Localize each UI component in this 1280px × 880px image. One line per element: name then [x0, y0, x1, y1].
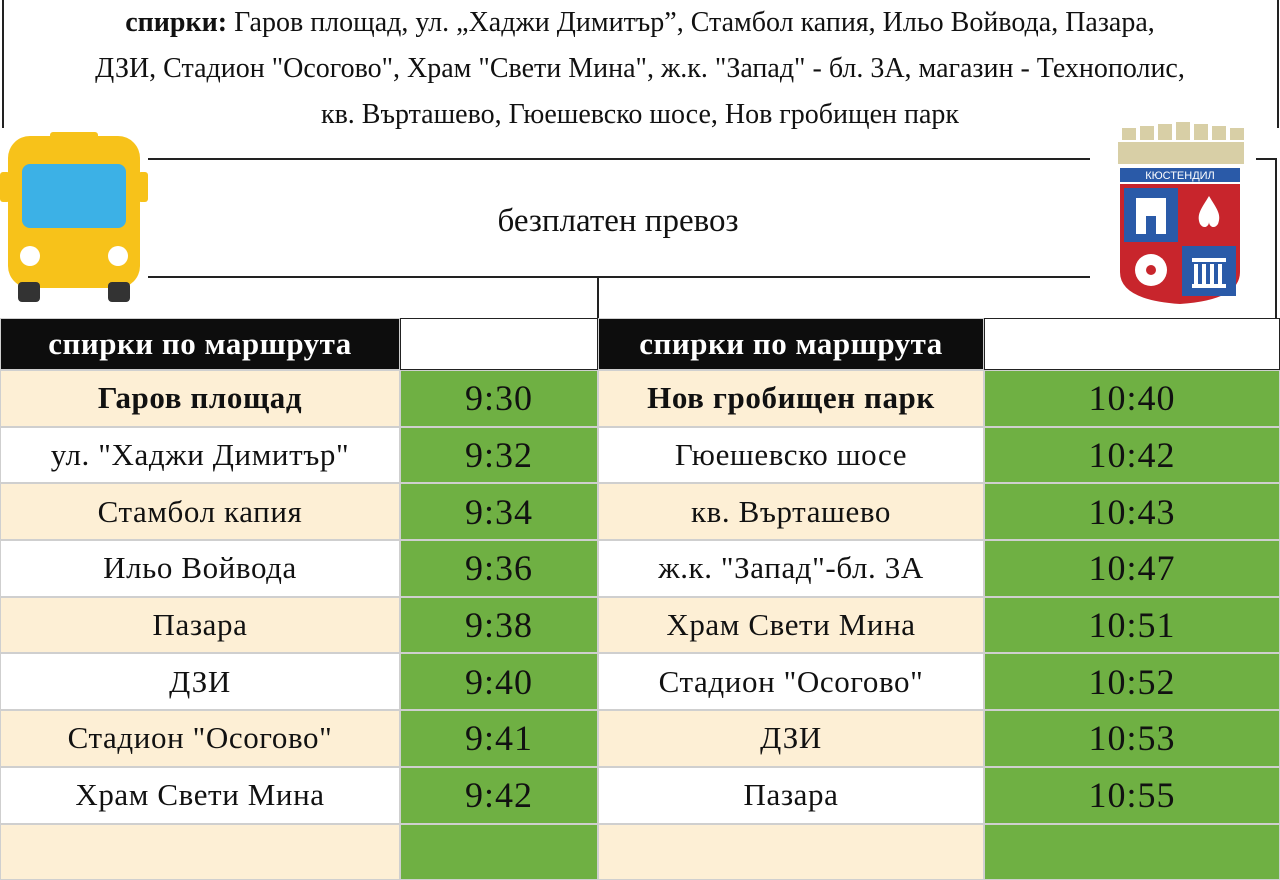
time-return: 10:55: [984, 767, 1280, 824]
stop-return: [598, 824, 984, 880]
time-outbound: 9:30: [400, 370, 598, 427]
header-time-return: [984, 318, 1280, 370]
table-row: [0, 710, 1280, 767]
table-row: [0, 370, 1280, 427]
table-row: [0, 540, 1280, 597]
stop-outbound: Стамбол капия: [0, 483, 400, 540]
divider-top: [148, 158, 1090, 160]
stop-return: кв. Върташево: [598, 483, 984, 540]
stop-return: Нов гробищен парк: [598, 370, 984, 427]
time-outbound: 9:36: [400, 540, 598, 597]
stops-summary: [0, 0, 1280, 128]
stop-outbound: [0, 824, 400, 880]
table-header-row: [0, 318, 1280, 370]
right-edge-border: [1275, 158, 1277, 320]
stop-outbound: Ильо Войвода: [0, 540, 400, 597]
bus-icon: [0, 132, 148, 304]
stop-outbound: Пазара: [0, 597, 400, 654]
time-return: 10:47: [984, 540, 1280, 597]
table-row: [0, 483, 1280, 540]
time-return: [984, 824, 1280, 880]
stop-outbound: Гаров площад: [0, 370, 400, 427]
table-row: [0, 427, 1280, 484]
stop-return: Гюешевско шосе: [598, 427, 984, 484]
kyustendil-crest-icon: [1112, 122, 1248, 306]
stop-outbound: ул. "Хаджи Димитър": [0, 427, 400, 484]
free-transport-label: безплатен превоз: [148, 196, 1088, 246]
table-row: [0, 824, 1280, 880]
stops-label: спирки:: [125, 7, 227, 38]
stop-return: Пазара: [598, 767, 984, 824]
stop-outbound: ДЗИ: [0, 653, 400, 710]
stops-summary-line-3: кв. Върташево, Гюешевско шосе, Нов гробищен парк: [0, 92, 1280, 138]
table-row: [0, 597, 1280, 654]
time-outbound: 9:38: [400, 597, 598, 654]
divider-mid: [148, 276, 1090, 278]
time-return: 10:43: [984, 483, 1280, 540]
stops-summary-line-2: ДЗИ, Стадион "Осогово", Храм "Свети Мина", ж.к. "Запад" - бл. 3А, магазин - Технополис,: [0, 46, 1280, 92]
stops-list-part-1: Гаров площад, ул. „Хаджи Димитър”, Стамбол капия, Ильо Войвода, Пазара,: [227, 7, 1155, 38]
time-outbound: 9:42: [400, 767, 598, 824]
time-outbound: 9:40: [400, 653, 598, 710]
stop-outbound: Стадион "Осогово": [0, 710, 400, 767]
time-return: 10:53: [984, 710, 1280, 767]
stops-summary-line-1: [0, 0, 1280, 46]
stop-return: ДЗИ: [598, 710, 984, 767]
divider-top-right: [1256, 158, 1277, 160]
stop-return: Стадион "Осогово": [598, 653, 984, 710]
header-stops-outbound: спирки по маршрута: [0, 318, 400, 370]
header-time-outbound: [400, 318, 598, 370]
time-outbound: [400, 824, 598, 880]
time-return: 10:40: [984, 370, 1280, 427]
header-stops-return: спирки по маршрута: [598, 318, 984, 370]
time-return: 10:52: [984, 653, 1280, 710]
time-outbound: 9:34: [400, 483, 598, 540]
stop-return: Храм Свети Мина: [598, 597, 984, 654]
time-return: 10:51: [984, 597, 1280, 654]
time-outbound: 9:41: [400, 710, 598, 767]
crest-text: КЮСТЕНДИЛ: [1145, 170, 1215, 182]
time-return: 10:42: [984, 427, 1280, 484]
stop-outbound: Храм Свети Мина: [0, 767, 400, 824]
table-row: [0, 653, 1280, 710]
table-row: [0, 767, 1280, 824]
time-outbound: 9:32: [400, 427, 598, 484]
timetable: [0, 318, 1280, 880]
stop-return: ж.к. "Запад"-бл. 3А: [598, 540, 984, 597]
